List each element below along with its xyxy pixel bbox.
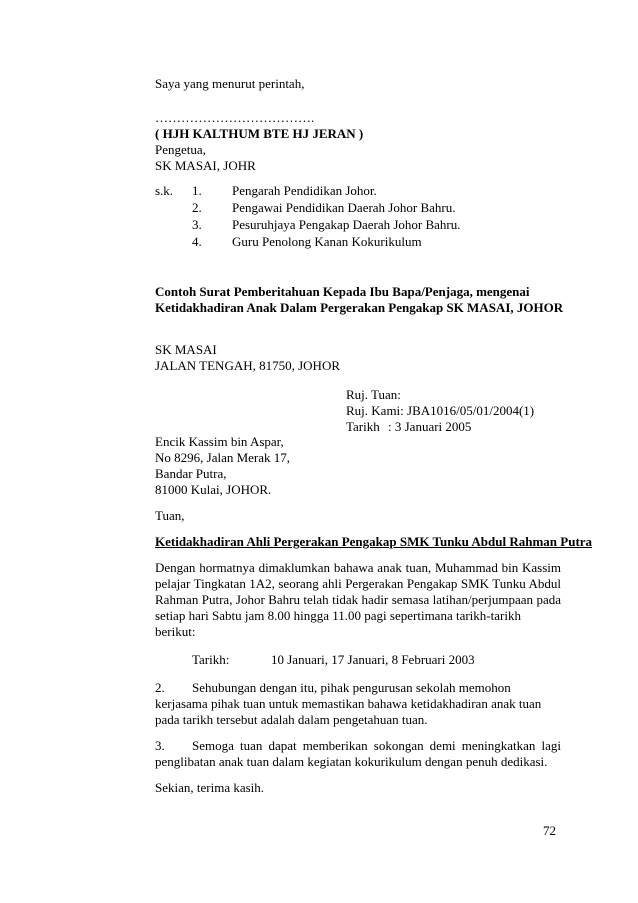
paragraph-3-number: 3. [155, 738, 165, 753]
cc-item-number: 3. [192, 217, 202, 232]
paragraph-1-line: setiap hari Sabtu jam 8.00 hingga 11.00 pagi sepertimana tarikh-tarikh [155, 608, 521, 623]
salutation: Tuan, [155, 508, 185, 523]
cc-item-text: Pengarah Pendidikan Johor. [232, 183, 377, 198]
dates-value: 10 Januari, 17 Januari, 8 Februari 2003 [271, 652, 475, 667]
paragraph-1-line: Dengan hormatnya dimaklumkan bahawa anak tuan, Muhammad bin Kassim [155, 560, 561, 575]
page-number: 72 [543, 823, 556, 838]
signer-name: ( HJH KALTHUM BTE HJ JERAN ) [155, 126, 364, 141]
cc-item-number: 2. [192, 200, 202, 215]
cc-item-text: Pesuruhjaya Pengakap Daerah Johor Bahru. [232, 217, 461, 232]
paragraph-2-line: pada tarikh tersebut adalah dalam pengetahuan tuan. [155, 712, 428, 727]
recipient-address-line: Encik Kassim bin Aspar, [155, 434, 284, 449]
closing-line: Saya yang menurut perintah, [155, 76, 305, 91]
paragraph-1-line: pelajar Tingkatan 1A2, seorang ahli Pergerakan Pengakap SMK Tunku Abdul [155, 576, 561, 591]
paragraph-2-number: 2. [155, 680, 165, 695]
cc-item-number: 1. [192, 183, 202, 198]
recipient-address-line: 81000 Kulai, JOHOR. [155, 482, 272, 497]
paragraph-1-line: Rahman Putra, Johor Bahru telah tidak hadir semasa latihan/perjumpaan pada [155, 592, 561, 607]
recipient-address-line: Bandar Putra, [155, 466, 227, 481]
cc-label: s.k. [155, 183, 174, 198]
cc-item-text: Pengawai Pendidikan Daerah Johor Bahru. [232, 200, 456, 215]
ref-tuan: Ruj. Tuan: [346, 387, 401, 402]
signoff: Sekian, terima kasih. [155, 780, 265, 795]
paragraph-2-line: Sehubungan dengan itu, pihak pengurusan sekolah memohon [192, 680, 511, 695]
letter-subject: Ketidakhadiran Ahli Pergerakan Pengakap SMK Tunku Abdul Rahman Putra [155, 534, 593, 549]
sample-title-line: Ketidakhadiran Anak Dalam Pergerakan Pengakap SK MASAI, JOHOR [155, 300, 564, 315]
paragraph-3-line: penglibatan anak tuan dalam kegiatan kokurikulum dengan penuh dedikasi. [155, 754, 548, 769]
signature-dots: ………………………………. [155, 110, 315, 125]
ref-kami: Ruj. Kami: JBA1016/05/01/2004(1) [346, 403, 535, 418]
sender-address-line: SK MASAI [155, 342, 217, 357]
sample-title-line: Contoh Surat Pemberitahuan Kepada Ibu Bapa/Penjaga, mengenai [155, 284, 530, 299]
dates-label: Tarikh: [192, 652, 230, 667]
paragraph-1-line: berikut: [155, 624, 196, 639]
sender-address-line: JALAN TENGAH, 81750, JOHOR [155, 358, 341, 373]
cc-item-number: 4. [192, 234, 202, 249]
cc-item-text: Guru Penolong Kanan Kokurikulum [232, 234, 422, 249]
ref-date-label: Tarikh [346, 419, 380, 434]
paragraph-2-line: kerjasama pihak tuan untuk memastikan bahawa ketidakhadiran anak tuan [155, 696, 542, 711]
recipient-address-line: No 8296, Jalan Merak 17, [155, 450, 291, 465]
ref-date-value: : 3 Januari 2005 [388, 419, 472, 434]
signer-title: Pengetua, [155, 142, 206, 157]
paragraph-3-line: Semoga tuan dapat memberikan sokongan demi meningkatkan lagi [192, 738, 561, 753]
signer-school: SK MASAI, JOHR [155, 158, 256, 173]
